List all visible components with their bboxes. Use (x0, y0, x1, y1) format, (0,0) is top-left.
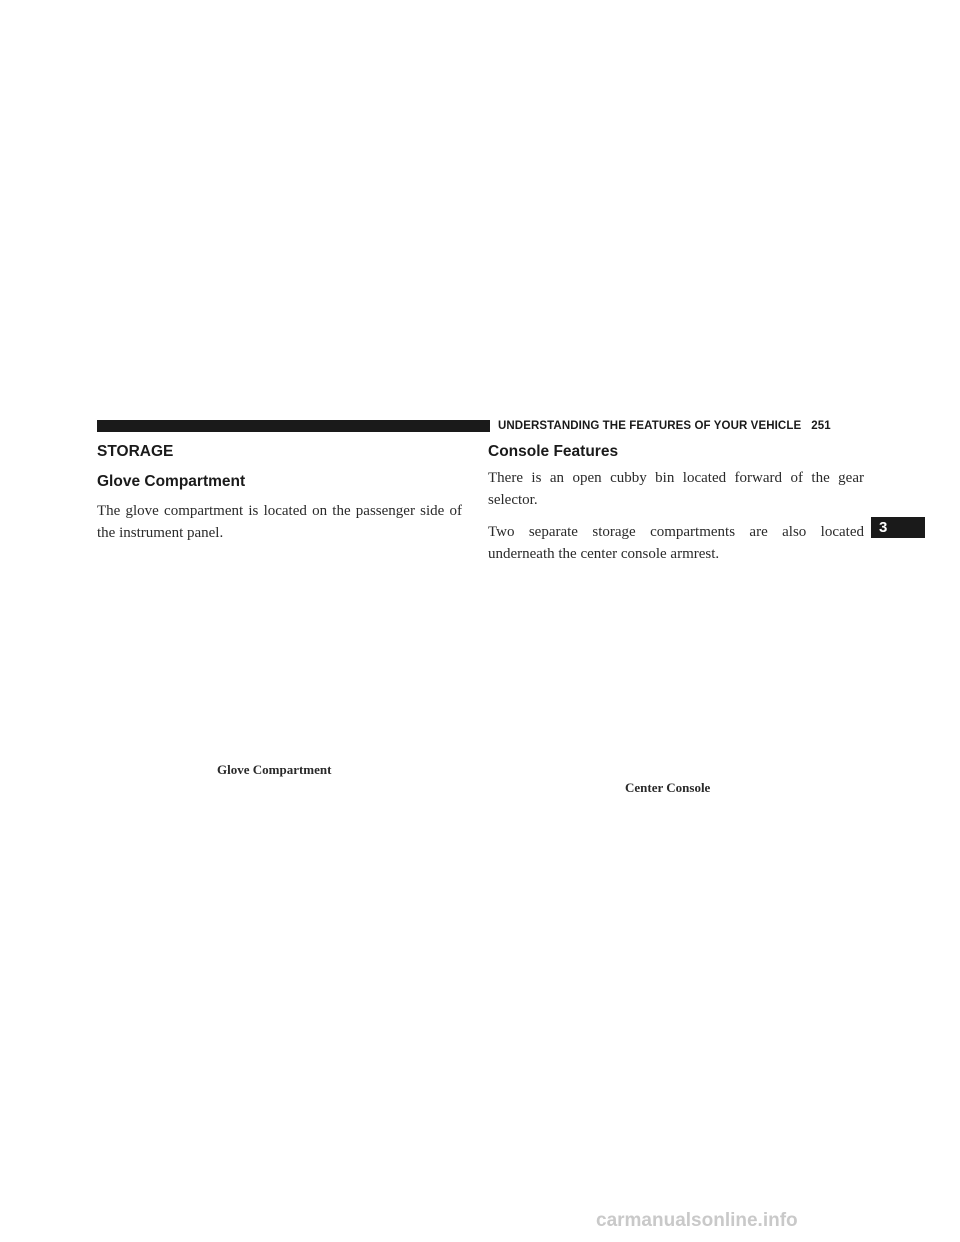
running-header (498, 418, 831, 434)
section-title: STORAGE (97, 443, 174, 460)
running-title: UNDERSTANDING THE FEATURES OF YOUR VEHICLE (498, 420, 802, 432)
glove-compartment-paragraph: The glove compartment is located on the passenger side of the instrument panel. (97, 503, 462, 541)
watermark: carmanualsonline.info (596, 1210, 798, 1231)
console-paragraph-2: Two separate storage compartments are also located underneath the center console armrest. (488, 524, 864, 562)
center-console-caption: Center Console (625, 780, 711, 795)
console-paragraph-1: There is an open cubby bin located forward of the gear selector. (488, 470, 864, 508)
header-rule (97, 420, 490, 432)
left-column (97, 440, 462, 544)
glove-compartment-heading: Glove Compartment (97, 473, 246, 490)
page-number: 251 (811, 420, 831, 432)
right-column (488, 440, 864, 565)
chapter-tab: 3 (871, 517, 925, 538)
glove-compartment-caption: Glove Compartment (217, 762, 332, 777)
console-features-heading: Console Features (488, 443, 619, 460)
